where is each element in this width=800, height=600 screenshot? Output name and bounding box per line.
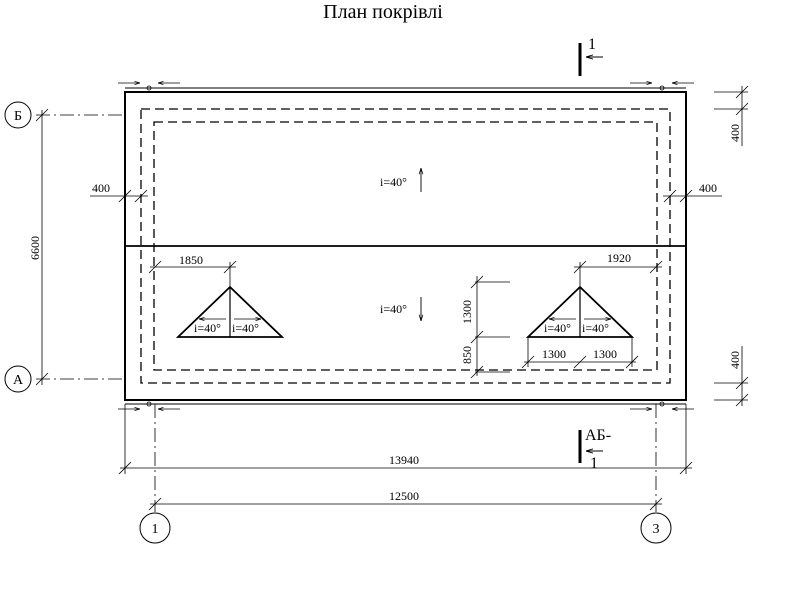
svg-text:1: 1 bbox=[151, 522, 159, 537]
drawing-title: План покрівлі bbox=[323, 1, 443, 23]
dim-6600: 6600 bbox=[28, 236, 42, 260]
dim-13940: 13940 bbox=[389, 453, 419, 467]
dormer-right bbox=[528, 287, 632, 337]
svg-text:i=40°: i=40° bbox=[380, 302, 407, 316]
axis-lines bbox=[36, 115, 656, 512]
slope-lower bbox=[380, 297, 421, 321]
dim-right-400: 400 bbox=[699, 181, 717, 195]
dim-1300-a: 1300 bbox=[542, 347, 566, 361]
dormer-left bbox=[178, 287, 282, 337]
dim-right-top-400: 400 bbox=[728, 124, 742, 142]
slope-upper bbox=[380, 168, 421, 192]
dim-left-400: 400 bbox=[92, 181, 110, 195]
dimension-lines bbox=[36, 86, 748, 510]
dim-1300-b: 1300 bbox=[593, 347, 617, 361]
dormer-left-slope-r: i=40° bbox=[232, 321, 259, 335]
svg-text:1: 1 bbox=[588, 36, 596, 53]
axis-bubble-b bbox=[5, 102, 31, 128]
dormer-right-slope-r: i=40° bbox=[582, 321, 609, 335]
axis-bubble-a bbox=[5, 366, 31, 392]
dim-850-vertical: 850 bbox=[460, 346, 474, 364]
section-marker-top bbox=[580, 36, 603, 76]
dim-1920: 1920 bbox=[607, 251, 631, 265]
svg-text:1: 1 bbox=[590, 455, 598, 472]
section-marker-bottom bbox=[580, 427, 611, 472]
svg-text:3: 3 bbox=[652, 522, 660, 537]
dim-1850: 1850 bbox=[179, 253, 203, 267]
dormer-right-slope-l: i=40° bbox=[544, 321, 571, 335]
dim-right-bottom-400: 400 bbox=[728, 351, 742, 369]
axis-bubble-3 bbox=[641, 513, 671, 543]
dim-1300-vertical: 1300 bbox=[460, 300, 474, 324]
svg-text:АБ-: АБ- bbox=[585, 427, 612, 444]
svg-text:i=40°: i=40° bbox=[380, 175, 407, 189]
svg-text:Б: Б bbox=[13, 109, 23, 124]
dormer-left-slope-l: i=40° bbox=[194, 321, 221, 335]
axis-bubble-1 bbox=[140, 513, 170, 543]
svg-text:А: А bbox=[12, 373, 24, 388]
dim-12500: 12500 bbox=[389, 489, 419, 503]
